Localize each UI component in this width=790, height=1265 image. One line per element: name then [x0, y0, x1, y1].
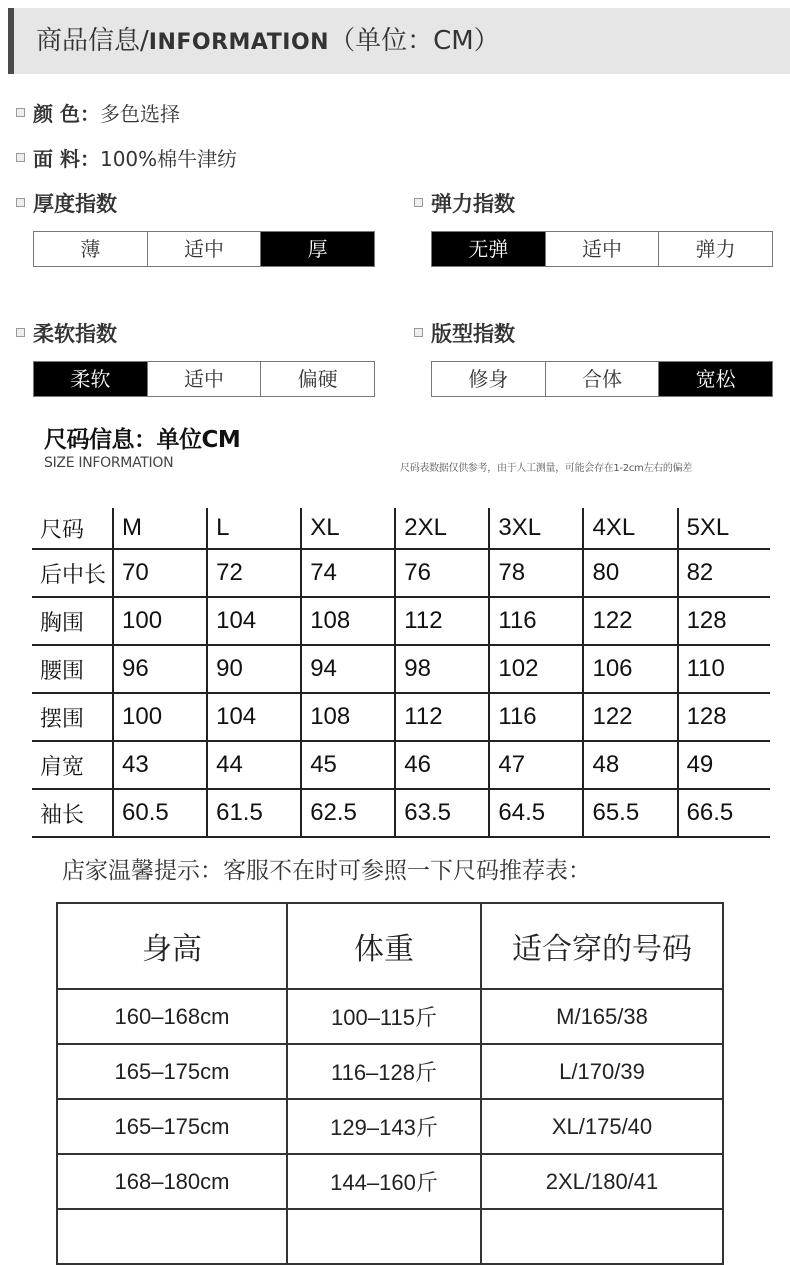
table-cell: 90 [207, 645, 301, 693]
size-table-header-row [32, 508, 770, 549]
table-row [32, 549, 770, 597]
fit-option: 宽松 [659, 362, 772, 396]
size-header-cell: 尺码 [32, 508, 113, 549]
height-cell: 165–175cm [57, 1044, 287, 1099]
table-cell: 45 [301, 741, 395, 789]
thickness-index-title: 厚度指数 [16, 188, 117, 218]
fabric-value: 100%棉牛津纺 [99, 147, 238, 171]
elasticity-scale [431, 231, 773, 267]
size-header-cell: 3XL [489, 508, 583, 549]
table-cell: 104 [207, 693, 301, 741]
elasticity-option: 适中 [546, 232, 660, 266]
rec-header-cell: 身高 [57, 903, 287, 989]
bullet-icon [16, 198, 25, 207]
size-recommendation-table [56, 902, 724, 1265]
size-header-cell: M [113, 508, 207, 549]
table-cell: 98 [395, 645, 489, 693]
size-header-cell: 5XL [678, 508, 770, 549]
size-info-note: 尺码表数据仅供参考，由于人工测量，可能会存在1-2cm左右的偏差 [400, 463, 692, 474]
table-row [57, 1099, 723, 1154]
height-cell: 165–175cm [57, 1099, 287, 1154]
table-cell: 66.5 [678, 789, 770, 837]
measure-label: 摆围 [32, 693, 113, 741]
softness-option: 适中 [148, 362, 262, 396]
table-cell: 110 [678, 645, 770, 693]
measure-label: 袖长 [32, 789, 113, 837]
measure-label: 后中长 [32, 549, 113, 597]
size-code-cell: XL/175/40 [481, 1099, 723, 1154]
bullet-icon [414, 198, 423, 207]
header-title [36, 8, 500, 74]
bullet-icon [16, 328, 25, 337]
table-row [57, 989, 723, 1044]
table-cell: 49 [678, 741, 770, 789]
height-cell: 168–180cm [57, 1154, 287, 1209]
table-cell: 61.5 [207, 789, 301, 837]
table-cell: 116 [489, 693, 583, 741]
height-cell [57, 1209, 287, 1264]
measure-label: 腰围 [32, 645, 113, 693]
fit-index-title: 版型指数 [414, 318, 515, 348]
table-cell: 128 [678, 597, 770, 645]
thickness-option: 厚 [261, 232, 374, 266]
softness-option: 偏硬 [297, 367, 338, 391]
table-row [57, 1044, 723, 1099]
fit-option: 合体 [546, 362, 660, 396]
fabric-line [16, 143, 237, 172]
softness-option: 柔软 [34, 362, 148, 396]
size-header-cell: L [207, 508, 301, 549]
table-cell: 106 [583, 645, 677, 693]
header-title-cn: 商品信息/ [36, 26, 149, 56]
table-cell: 48 [583, 741, 677, 789]
fabric-label: 面 料： [33, 147, 100, 171]
color-value: 多色选择 [99, 102, 180, 126]
table-row [57, 1154, 723, 1209]
table-cell: 108 [301, 597, 395, 645]
softness-scale [33, 361, 375, 397]
weight-cell: 144–160斤 [287, 1154, 481, 1209]
table-row [57, 1209, 723, 1264]
table-cell: 44 [207, 741, 301, 789]
table-cell: 43 [113, 741, 207, 789]
elasticity-index-title: 弹力指数 [414, 188, 515, 218]
bullet-icon [16, 153, 25, 162]
size-info-subtitle: SIZE INFORMATION [44, 455, 174, 471]
fit-scale [431, 361, 773, 397]
table-cell: 112 [395, 597, 489, 645]
table-row [32, 645, 770, 693]
header-accent-bar [8, 8, 14, 74]
table-cell: 74 [301, 549, 395, 597]
table-cell: 64.5 [489, 789, 583, 837]
color-label: 颜 色： [33, 102, 100, 126]
weight-cell: 116–128斤 [287, 1044, 481, 1099]
table-cell: 104 [207, 597, 301, 645]
bullet-icon [414, 328, 423, 337]
size-table [32, 508, 770, 838]
table-cell: 128 [678, 693, 770, 741]
table-cell: 122 [583, 597, 677, 645]
table-cell: 70 [113, 549, 207, 597]
table-cell: 46 [395, 741, 489, 789]
softness-index-title: 柔软指数 [16, 318, 117, 348]
rec-header-cell: 适合穿的号码 [481, 903, 723, 989]
table-cell: 100 [113, 597, 207, 645]
size-code-cell [481, 1209, 723, 1264]
table-cell: 112 [395, 693, 489, 741]
size-info-title: 尺码信息：单位CM [44, 427, 241, 453]
color-line [16, 98, 180, 127]
table-cell: 80 [583, 549, 677, 597]
measure-label: 肩宽 [32, 741, 113, 789]
size-code-cell: M/165/38 [481, 989, 723, 1044]
header-title-en: INFORMATION [148, 30, 330, 55]
elasticity-option: 无弹 [432, 232, 546, 266]
bullet-icon [16, 108, 25, 117]
table-cell: 116 [489, 597, 583, 645]
table-cell: 82 [678, 549, 770, 597]
table-cell: 72 [207, 549, 301, 597]
thickness-option: 薄 [34, 232, 148, 266]
size-header-cell: XL [301, 508, 395, 549]
table-row [32, 789, 770, 837]
elasticity-option: 弹力 [695, 237, 736, 261]
size-code-cell: L/170/39 [481, 1044, 723, 1099]
table-cell: 78 [489, 549, 583, 597]
header-title-unit: （单位：CM） [329, 26, 500, 56]
size-header-cell: 2XL [395, 508, 489, 549]
table-cell: 102 [489, 645, 583, 693]
thickness-option: 适中 [148, 232, 262, 266]
table-cell: 94 [301, 645, 395, 693]
weight-cell: 129–143斤 [287, 1099, 481, 1154]
table-cell: 122 [583, 693, 677, 741]
weight-cell: 100–115斤 [287, 989, 481, 1044]
size-code-cell: 2XL/180/41 [481, 1154, 723, 1209]
rec-header-cell: 体重 [287, 903, 481, 989]
measure-label: 胸围 [32, 597, 113, 645]
thickness-scale [33, 231, 375, 267]
table-row [32, 741, 770, 789]
table-cell: 63.5 [395, 789, 489, 837]
size-header-cell: 4XL [583, 508, 677, 549]
table-cell: 108 [301, 693, 395, 741]
recommendation-header-row [57, 903, 723, 989]
table-cell: 62.5 [301, 789, 395, 837]
table-cell: 47 [489, 741, 583, 789]
fit-option: 修身 [432, 362, 546, 396]
table-cell: 60.5 [113, 789, 207, 837]
section-header [8, 8, 790, 74]
height-cell: 160–168cm [57, 989, 287, 1044]
table-cell: 76 [395, 549, 489, 597]
table-cell: 100 [113, 693, 207, 741]
weight-cell [287, 1209, 481, 1264]
table-row [32, 597, 770, 645]
table-cell: 96 [113, 645, 207, 693]
table-cell: 65.5 [583, 789, 677, 837]
shop-tip: 店家温馨提示：客服不在时可参照一下尺码推荐表： [62, 858, 591, 884]
table-row [32, 693, 770, 741]
